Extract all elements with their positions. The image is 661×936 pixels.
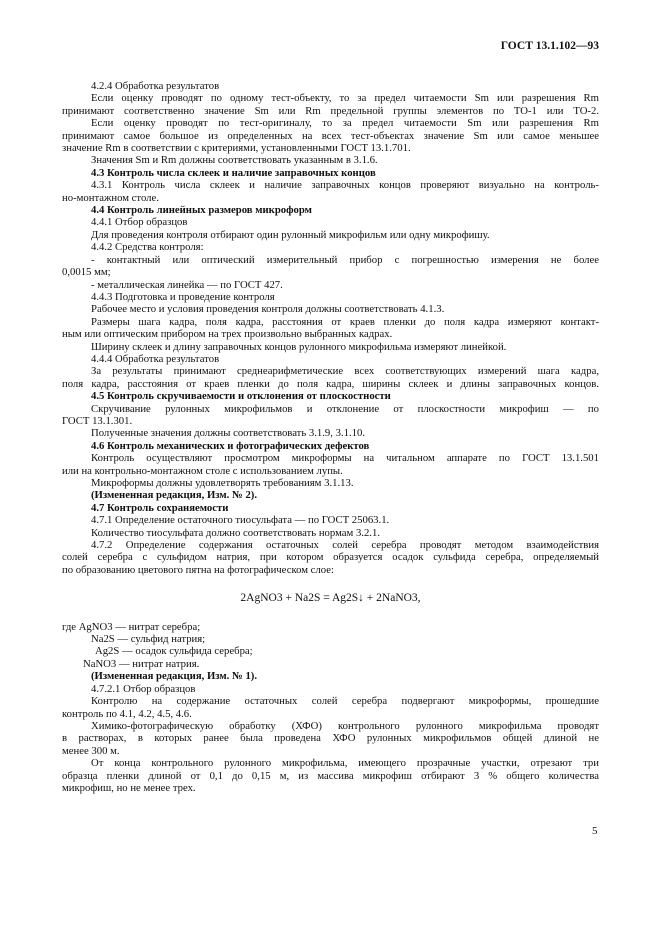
paragraph-line: Если оценку проводят по тест-оригиналу, то за предел читаемости Sm или разрешения Rm: [91, 117, 599, 130]
paragraph-line: принимают самое большое из определенных на всех тест-объектах значение Sm или самое меньшее: [62, 129, 599, 142]
paragraph-line: - контактный или оптический измерительный прибор с погрешностью измерения не более: [91, 253, 599, 266]
paragraph-line: Ширину склеек и длину заправочных концов рулонного микрофильма измеряют линейкой.: [91, 340, 507, 353]
paragraph-line: Контроль осуществляют просмотром микроформы на читальном аппарате по ГОСТ 13.1.501: [91, 452, 599, 465]
formula-legend: [62, 621, 599, 671]
paragraph-line: ГОСТ 13.1.301.: [62, 414, 133, 427]
paragraph-line: принимают соответственно значение Sm или Rm предельной группы элементов по ТО-1 или ТО-2.: [62, 104, 599, 117]
paragraph-line: Количество тиосульфата должно соответствовать нормам 3.2.1.: [91, 526, 380, 539]
paragraph-line: 4.7.2 Определение содержания остаточных солей серебра проводят методом взаимодействия: [91, 539, 599, 552]
paragraph-line: За результаты принимают среднеарифметические всех соответствующих измерений шага кадра,: [91, 365, 599, 378]
paragraph-line: От конца контрольного рулонного микрофильма, имеющего прозрачные участки, отрезают три: [91, 757, 599, 770]
paragraph-line: (Измененная редакция, Изм. № 2).: [91, 489, 258, 502]
paragraph-line: 4.4.4 Обработка результатов: [91, 352, 220, 365]
paragraph-line: Для проведения контроля отбирают один рулонный микрофильм или одну микрофишу.: [91, 228, 490, 241]
document-body: [62, 80, 599, 794]
legend-line: Ag2S — осадок сульфида серебра;: [95, 645, 253, 658]
paragraph-line: Если оценку проводят по одному тест-объекту, то за предел читаемости Sm или разрешения Rm: [91, 92, 599, 105]
page-number: 5: [592, 825, 598, 837]
paragraph-line: 4.4.1 Отбор образцов: [91, 216, 188, 229]
paragraph-line: 4.5 Контроль скручиваемости и отклонения от плоскостности: [91, 390, 391, 403]
paragraph-line: 4.6 Контроль механических и фотографических дефектов: [91, 439, 370, 452]
paragraph-line: солей серебра с сульфидом натрия, при котором образуется осадок сульфида серебра, определяемый: [62, 551, 599, 564]
paragraph-line: но-монтажном столе.: [62, 191, 159, 204]
legend-line: где AgNO3 — нитрат серебра;: [62, 620, 201, 633]
text-block-samples: [62, 670, 599, 794]
legend-line: Na2S — сульфид натрия;: [91, 633, 206, 646]
paragraph-line: 4.7.2.1 Отбор образцов: [91, 682, 196, 695]
paragraph-line: микрофиш, но не менее трех.: [62, 781, 196, 794]
paragraph-line: значение Rm в соответствии с критериями, установленными ГОСТ 13.1.701.: [62, 142, 411, 155]
paragraph-line: 4.7.1 Определение остаточного тиосульфата — по ГОСТ 25063.1.: [91, 514, 390, 527]
paragraph-line: или на контрольно-монтажном столе с использованием лупы.: [62, 464, 343, 477]
document-header: ГОСТ 13.1.102—93: [500, 40, 599, 52]
paragraph-line: в растворах, в которых ранее была проведена ХФО рулонных микрофильмов общей длиной не: [62, 732, 599, 745]
paragraph-line: по образованию цветового пятна на фотографическом слое:: [62, 563, 334, 576]
paragraph-line: 4.3.1 Контроль числа склеек и наличие заправочных концов проверяют визуально на контроль-: [91, 179, 599, 192]
paragraph-line: Микроформы должны удовлетворять требованиям 3.1.13.: [91, 477, 354, 489]
paragraph-line: (Измененная редакция, Изм. № 1).: [91, 670, 258, 683]
legend-line: NaNO3 — нитрат натрия.: [83, 657, 200, 670]
paragraph-line: ным или оптическим прибором на трех произвольно выбранных кадрах.: [62, 328, 393, 341]
paragraph-line: 4.2.4 Обработка результатов: [91, 80, 220, 92]
paragraph-line: образца пленки длиной от 0,1 до 0,15 м, из массива микрофиш отбирают 3 % общего количества: [62, 769, 599, 782]
paragraph-line: 0,0015 мм;: [62, 266, 111, 279]
paragraph-line: Рабочее место и условия проведения контроля должны соответствовать 4.1.3.: [91, 303, 445, 316]
paragraph-line: 4.7 Контроль сохраняемости: [91, 501, 229, 514]
paragraph-line: контроль по 4.1, 4.2, 4.5, 4.6.: [62, 707, 192, 720]
paragraph-line: Контролю на содержание остаточных солей серебра подвергают микроформы, прошедшие: [91, 695, 599, 708]
paragraph-line: 4.4 Контроль линейных размеров микроформ: [91, 204, 312, 217]
paragraph-line: 4.4.3 Подготовка и проведение контроля: [91, 290, 275, 303]
paragraph-line: Скручивание рулонных микрофильмов и отклонение от плоскостности микрофиш — по: [91, 402, 599, 415]
chemical-formula: 2AgNO3 + Na2S = Ag2S↓ + 2NaNO3,: [240, 592, 421, 605]
paragraph-line: Размеры шага кадра, поля кадра, расстояния от краев пленки до поля кадра измеряют контакт-: [91, 315, 599, 328]
paragraph-line: Химико-фотографическую обработку (ХФО) контрольного рулонного микрофильма проводят: [91, 719, 599, 732]
text-block-main: [62, 80, 599, 576]
paragraph-line: 4.4.2 Средства контроля:: [91, 241, 204, 254]
paragraph-line: - металлическая линейка — по ГОСТ 427.: [91, 278, 283, 291]
paragraph-line: 4.3 Контроль числа склеек и наличие заправочных концов: [91, 166, 376, 179]
paragraph-line: Значения Sm и Rm должны соответствовать указанным в 3.1.6.: [91, 154, 378, 167]
paragraph-line: Полученные значения должны соответствовать 3.1.9, 3.1.10.: [91, 427, 366, 440]
paragraph-line: поля кадра, расстояния от краев пленки до поля кадра, ширины склеек и длины заправочных концов.: [62, 377, 599, 390]
paragraph-line: менее 300 м.: [62, 744, 120, 757]
